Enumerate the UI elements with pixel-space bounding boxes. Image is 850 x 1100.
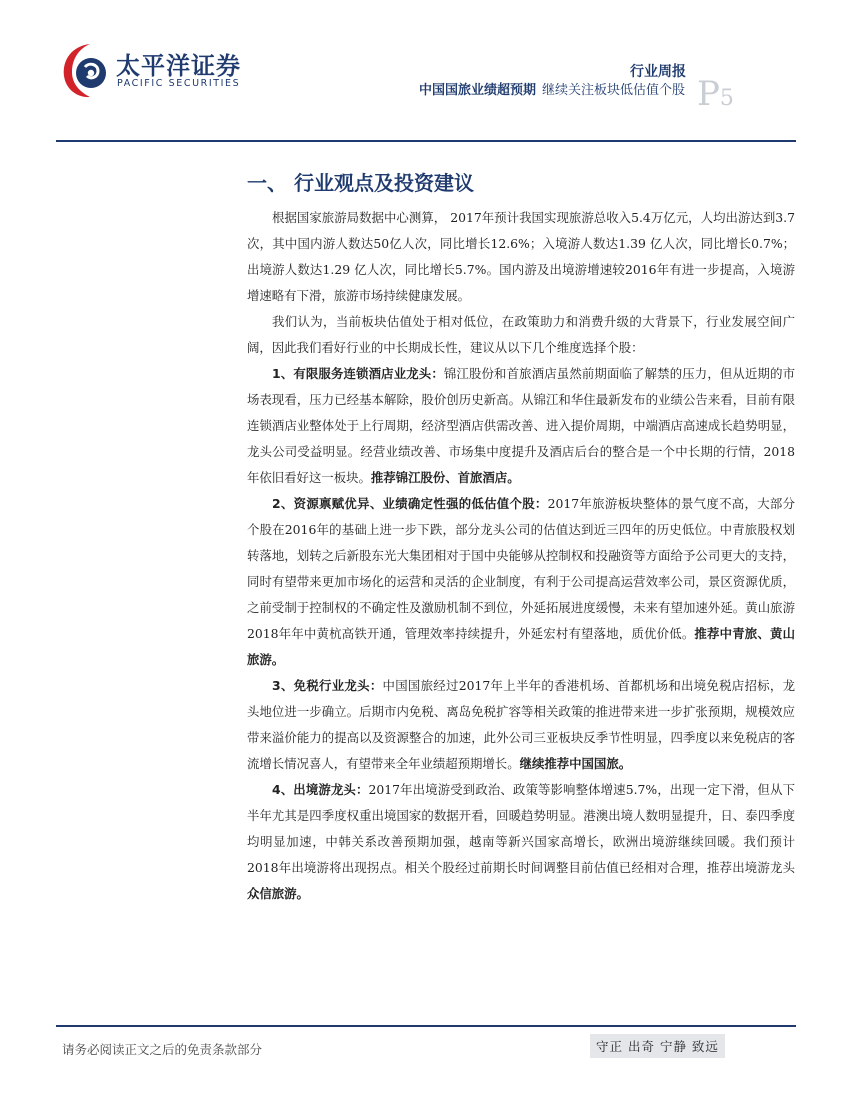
report-type-label: 行业周报 xyxy=(630,64,686,80)
company-logo xyxy=(60,40,250,100)
paragraph-hotel xyxy=(247,361,795,491)
paragraph-outbound-recommendation: 众信旅游。 xyxy=(247,886,309,901)
paragraph-hotel-heading: 1、有限服务连锁酒店业龙头： xyxy=(272,366,444,381)
pacific-securities-emblem-icon xyxy=(60,40,114,100)
footer-disclaimer: 请务必阅读正文之后的免责条款部分 xyxy=(62,1042,263,1057)
logo-english-name: PACIFIC SECURITIES xyxy=(117,78,241,89)
paragraph-outbound-heading: 4、出境游龙头： xyxy=(272,782,369,797)
paragraph-duty-free-text: 中国国旅经过2017年上半年的香港机场、首都机场和出境免税店招标，龙头地位进一步确立。后期市内免税、离岛免税扩容等相关政策的推进带来进一步扩张预期，规模效应带来溢价能力的提高以及资源整合的加速，此外公司三亚板块反季节性明显，四季度以来免税店的客流增长情况喜人，有望带来全年业绩超预期增长。 xyxy=(247,678,795,771)
paragraph-outbound-text: 2017年出境游受到政治、政策等影响整体增速5.7%，出现一定下滑，但从下半年尤其是四季度权重出境国家的数据开看，回暖趋势明显。港澳出境人数明显提升，日、泰四季度均明显加速，中韩关系改善预期加强，越南等新兴国家高增长，欧洲出境游继续回暖。我们预计2018年出境游将出现拐点。相关个股经过前期长时间调整目前估值已经相对合理，推荐出境游龙头 xyxy=(247,782,796,875)
paragraph-low-valuation-recommendation: 推荐中青旅、黄山旅游。 xyxy=(247,626,795,667)
footer-motto: 守正 出奇 宁静 致远 xyxy=(590,1034,725,1058)
report-title xyxy=(419,79,685,98)
logo-chinese-name: 太平洋证券 xyxy=(116,52,241,80)
page-header xyxy=(0,0,850,145)
paragraph-hotel-recommendation: 推荐锦江股份、首旅酒店。 xyxy=(370,470,520,485)
paragraph-outbound xyxy=(247,777,795,907)
article-body xyxy=(247,205,795,907)
page-number-letter: P xyxy=(697,74,720,114)
paragraph-low-valuation-text: 2017年旅游板块整体的景气度不高，大部分个股在2016年的基础上进一步下跌，部分龙头公司的估值达到近三四年的历史低位。中青旅股权划转落地，划转之后新股东光大集团相对于国中央能够从控制权和投融资等方面给予公司更大的支持，同时有望带来更加市场化的运营和灵活的企业制度，有利于公司提高运营效率公司，景区资源优质，之前受制于控制权的不确定性及激励机制不到位，外延拓展进度缓慢，未来有望加速外延。黄山旅游2018年年中黄杭高铁开通，管理效率持续提升，外延宏村有望落地，质优价低。 xyxy=(247,496,795,641)
paragraph-overview: 根据国家旅游局数据中心测算， 2017年预计我国实现旅游总收入5.4万亿元，人均出游达到3.7次，其中国内游人数达50亿人次，同比增长12.6%；入境游人数达1.39 亿人次，同比增长0.7%；出境游人数达1.29 亿人次，同比增长5.7%。国内游及出境游增速较2016年有进一步提高，入境游增速略有下滑，旅游市场持续健康发展。 xyxy=(247,210,795,303)
paragraph-view: 我们认为，当前板块估值处于相对低位，在政策助力和消费升级的大背景下，行业发展空间广阔，因此我们看好行业的中长期成长性，建议从以下几个维度选择个股： xyxy=(247,314,795,355)
paragraph-low-valuation xyxy=(247,491,795,673)
section-heading: 一、 行业观点及投资建议 xyxy=(247,171,474,195)
footer-divider xyxy=(56,1025,796,1027)
paragraph-duty-free-recommendation: 继续推荐中国国旅。 xyxy=(519,756,632,771)
header-divider xyxy=(56,140,796,142)
page-number-digit: 5 xyxy=(719,86,734,111)
paragraph-duty-free-heading: 3、免税行业龙头： xyxy=(272,678,383,693)
report-title-rest: 继续关注板块低估值个股 xyxy=(541,83,685,98)
paragraph-hotel-text: 锦江股份和首旅酒店虽然前期面临了解禁的压力，但从近期的市场表现看，压力已经基本解除，股价创历史新高。从锦江和华住最新发布的业绩公告来看，目前有限连锁酒店业整体处于上行周期，经济型酒店供需改善、进入提价周期，中端酒店高速成长趋势明显，龙头公司受益明显。经营业绩改善、市场集中度提升及酒店后台的整合是一个中长期的行情，2018年依旧看好这一板块。 xyxy=(247,366,795,485)
report-title-bold: 中国国旅业绩超预期 xyxy=(418,83,536,98)
paragraph-duty-free xyxy=(247,673,795,777)
page-number xyxy=(697,74,734,114)
paragraph-low-valuation-heading: 2、资源禀赋优异、业绩确定性强的低估值个股： xyxy=(272,496,548,511)
